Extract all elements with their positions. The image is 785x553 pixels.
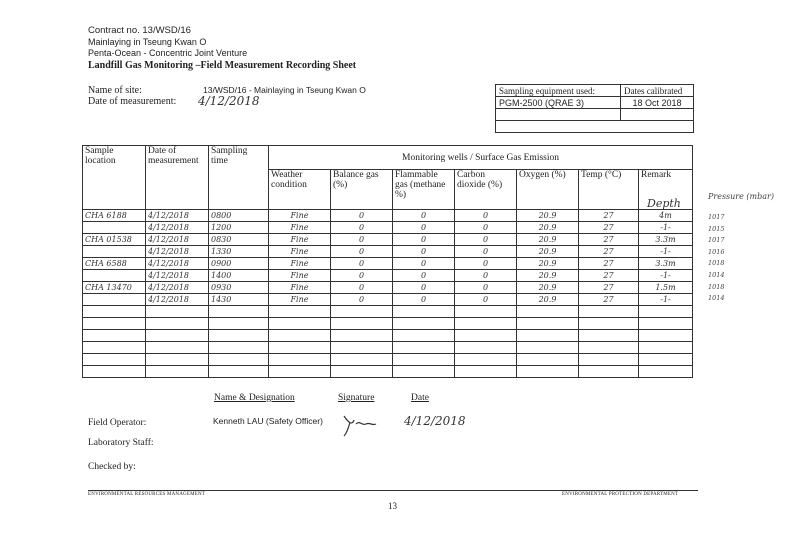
cell-temp — [579, 318, 639, 330]
cell-carbon — [455, 366, 517, 378]
cell-carbon: 0 — [455, 222, 517, 234]
pressure-value: 1015 — [708, 224, 725, 233]
cell-weather — [269, 330, 331, 342]
cell-carbon: 0 — [455, 282, 517, 294]
cell-temp: 27 — [579, 246, 639, 258]
pressure-value: 1014 — [708, 294, 725, 303]
cell-remark: 3.3m — [639, 258, 693, 270]
table-row — [83, 354, 693, 366]
cell-oxygen — [517, 318, 579, 330]
measurement-table — [82, 145, 693, 378]
cell-date: 4/12/2018 — [146, 258, 209, 270]
cell-time — [209, 318, 269, 330]
cell-time — [209, 330, 269, 342]
cell-time — [209, 306, 269, 318]
cell-time: 0930 — [209, 282, 269, 294]
cell-oxygen: 20.9 — [517, 282, 579, 294]
cell-oxygen: 20.9 — [517, 246, 579, 258]
header-date: Date of measurement — [146, 146, 209, 210]
contract-number: Contract no. 13/WSD/16 — [88, 25, 191, 36]
cell-flammable — [393, 318, 455, 330]
header-balance-gas: Balance gas (%) — [331, 170, 393, 210]
table-row — [83, 222, 693, 234]
pressure-value: 1018 — [708, 282, 725, 291]
cell-flammable — [393, 366, 455, 378]
header-oxygen: Oxygen (%) — [517, 170, 579, 210]
cell-location — [83, 222, 146, 234]
cell-flammable: 0 — [393, 258, 455, 270]
cell-location: CHA 6588 — [83, 258, 146, 270]
cell-balance: 0 — [331, 234, 393, 246]
cell-temp: 27 — [579, 294, 639, 306]
cell-oxygen — [517, 306, 579, 318]
field-operator-label: Field Operator: — [88, 418, 147, 428]
cell-weather — [269, 318, 331, 330]
cell-carbon: 0 — [455, 210, 517, 222]
cell-oxygen: 20.9 — [517, 270, 579, 282]
site-name-value: 13/WSD/16 - Mainlaying in Tseung Kwan O — [203, 85, 366, 95]
cell-location — [83, 294, 146, 306]
cell-oxygen — [517, 366, 579, 378]
cell-temp: 27 — [579, 222, 639, 234]
cell-remark: -1- — [639, 294, 693, 306]
cell-temp — [579, 354, 639, 366]
cell-oxygen: 20.9 — [517, 294, 579, 306]
cell-flammable — [393, 306, 455, 318]
cell-location — [83, 306, 146, 318]
field-operator-signature — [340, 408, 380, 438]
cell-flammable: 0 — [393, 222, 455, 234]
cell-flammable: 0 — [393, 210, 455, 222]
table-row — [83, 342, 693, 354]
header-flammable-gas: Flammable gas (methane %) — [393, 170, 455, 210]
cell-date: 4/12/2018 — [146, 270, 209, 282]
cell-location — [83, 342, 146, 354]
cell-weather — [269, 366, 331, 378]
table-row — [83, 270, 693, 282]
cell-remark — [639, 330, 693, 342]
cell-temp: 27 — [579, 234, 639, 246]
cell-remark — [639, 354, 693, 366]
cell-remark: -1- — [639, 246, 693, 258]
cell-remark — [639, 318, 693, 330]
laboratory-staff-label: Laboratory Staff: — [88, 438, 154, 448]
cell-time — [209, 366, 269, 378]
calibration-empty-cell — [621, 109, 694, 121]
cell-time: 1200 — [209, 222, 269, 234]
cell-date — [146, 318, 209, 330]
cell-location — [83, 354, 146, 366]
pressure-value: 1016 — [708, 247, 725, 256]
table-row — [83, 258, 693, 270]
cell-weather — [269, 306, 331, 318]
cell-balance — [331, 306, 393, 318]
cell-oxygen — [517, 330, 579, 342]
cell-carbon: 0 — [455, 294, 517, 306]
cell-weather: Fine — [269, 210, 331, 222]
measurement-date-value: 4/12/2018 — [198, 94, 260, 108]
cell-flammable — [393, 342, 455, 354]
cell-oxygen: 20.9 — [517, 210, 579, 222]
calibration-header: Dates calibrated — [621, 85, 694, 97]
table-row — [83, 366, 693, 378]
equipment-empty-row — [496, 121, 694, 133]
table-row — [83, 306, 693, 318]
cell-flammable: 0 — [393, 294, 455, 306]
footer-divider — [88, 490, 698, 491]
cell-location: CHA 13470 — [83, 282, 146, 294]
signoff-date-header: Date — [411, 393, 429, 403]
cell-weather: Fine — [269, 294, 331, 306]
cell-balance: 0 — [331, 222, 393, 234]
cell-flammable: 0 — [393, 270, 455, 282]
cell-weather: Fine — [269, 234, 331, 246]
cell-weather — [269, 342, 331, 354]
cell-oxygen — [517, 342, 579, 354]
field-operator-date: 4/12/2018 — [404, 414, 466, 428]
pressure-value: 1014 — [708, 271, 725, 279]
cell-balance — [331, 318, 393, 330]
cell-carbon: 0 — [455, 270, 517, 282]
cell-date — [146, 342, 209, 354]
page-title: Landfill Gas Monitoring –Field Measurement Recording Sheet — [88, 60, 357, 71]
equipment-header: Sampling equipment used: — [496, 85, 621, 97]
signoff-signature-header: Signature — [338, 393, 375, 403]
cell-date: 4/12/2018 — [146, 210, 209, 222]
table-row — [83, 282, 693, 294]
cell-date — [146, 306, 209, 318]
cell-time: 1430 — [209, 294, 269, 306]
pressure-value: 1017 — [708, 236, 725, 245]
cell-balance — [331, 330, 393, 342]
table-row — [83, 210, 693, 222]
header-remark-label: Remark — [641, 170, 672, 180]
cell-remark — [639, 306, 693, 318]
checked-by-label: Checked by: — [88, 462, 136, 472]
cell-oxygen: 20.9 — [517, 234, 579, 246]
cell-weather: Fine — [269, 246, 331, 258]
cell-balance: 0 — [331, 294, 393, 306]
cell-date — [146, 330, 209, 342]
cell-carbon — [455, 306, 517, 318]
cell-carbon: 0 — [455, 258, 517, 270]
field-operator-name: Kenneth LAU (Safety Officer) — [213, 416, 323, 426]
site-name-label: Name of site: — [88, 85, 142, 96]
cell-location — [83, 366, 146, 378]
table-row — [83, 330, 693, 342]
project-name: Mainlaying in Tseung Kwan O — [88, 37, 207, 47]
cell-balance: 0 — [331, 246, 393, 258]
cell-location — [83, 246, 146, 258]
cell-location — [83, 330, 146, 342]
header-remark — [639, 170, 693, 210]
equipment-table — [495, 84, 694, 133]
cell-location: CHA 01538 — [83, 234, 146, 246]
pressure-note: Pressure (mbar) — [708, 192, 774, 201]
cell-flammable — [393, 330, 455, 342]
footer-right: ENVIRONMENTAL PROTECTION DEPARTMENT — [562, 492, 679, 497]
cell-time: 0830 — [209, 234, 269, 246]
cell-balance — [331, 342, 393, 354]
cell-temp: 27 — [579, 258, 639, 270]
cell-time: 0800 — [209, 210, 269, 222]
cell-carbon — [455, 330, 517, 342]
cell-remark: 3.3m — [639, 234, 693, 246]
cell-time: 1330 — [209, 246, 269, 258]
cell-weather: Fine — [269, 282, 331, 294]
cell-oxygen — [517, 354, 579, 366]
cell-location — [83, 318, 146, 330]
cell-date: 4/12/2018 — [146, 234, 209, 246]
cell-temp: 27 — [579, 282, 639, 294]
cell-weather — [269, 354, 331, 366]
header-temp: Temp (°C) — [579, 170, 639, 210]
cell-carbon — [455, 318, 517, 330]
header-carbon-dioxide: Carbon dioxide (%) — [455, 170, 517, 210]
cell-remark: 1.5m — [639, 282, 693, 294]
cell-date — [146, 366, 209, 378]
cell-balance: 0 — [331, 270, 393, 282]
cell-location — [83, 270, 146, 282]
cell-balance — [331, 366, 393, 378]
cell-temp — [579, 330, 639, 342]
cell-time: 1400 — [209, 270, 269, 282]
cell-carbon: 0 — [455, 234, 517, 246]
header-weather: Weather condition — [269, 170, 331, 210]
table-row — [83, 234, 693, 246]
cell-balance: 0 — [331, 282, 393, 294]
cell-temp: 27 — [579, 270, 639, 282]
cell-remark: -1- — [639, 222, 693, 234]
cell-remark: -1- — [639, 270, 693, 282]
cell-remark — [639, 342, 693, 354]
header-time: Sampling time — [209, 146, 269, 210]
cell-balance: 0 — [331, 258, 393, 270]
header-sample-location: Sample location — [83, 146, 146, 210]
cell-flammable: 0 — [393, 246, 455, 258]
cell-date: 4/12/2018 — [146, 246, 209, 258]
cell-time — [209, 342, 269, 354]
cell-remark: 4m — [639, 210, 693, 222]
cell-oxygen: 20.9 — [517, 258, 579, 270]
cell-location: CHA 6188 — [83, 210, 146, 222]
cell-time — [209, 354, 269, 366]
pressure-value: 1018 — [708, 259, 725, 268]
cell-date: 4/12/2018 — [146, 282, 209, 294]
cell-flammable — [393, 354, 455, 366]
cell-time: 0900 — [209, 258, 269, 270]
equipment-value: PGM-2500 (QRAE 3) — [496, 97, 621, 109]
table-row — [83, 246, 693, 258]
cell-balance: 0 — [331, 210, 393, 222]
cell-temp — [579, 366, 639, 378]
cell-weather: Fine — [269, 270, 331, 282]
cell-date: 4/12/2018 — [146, 294, 209, 306]
page-number: 13 — [388, 501, 397, 511]
cell-carbon — [455, 354, 517, 366]
cell-temp — [579, 342, 639, 354]
signoff-name-header: Name & Designation — [214, 393, 295, 403]
cell-balance — [331, 354, 393, 366]
footer-left: ENVIRONMENTAL RESOURCES MANAGEMENT — [88, 492, 206, 497]
cell-flammable: 0 — [393, 282, 455, 294]
table-row — [83, 294, 693, 306]
cell-flammable: 0 — [393, 234, 455, 246]
cell-date: 4/12/2018 — [146, 222, 209, 234]
pressure-value: 1017 — [708, 213, 725, 221]
cell-oxygen: 20.9 — [517, 222, 579, 234]
cell-temp — [579, 306, 639, 318]
cell-date — [146, 354, 209, 366]
cell-carbon — [455, 342, 517, 354]
remark-depth-note: Depth — [647, 197, 681, 210]
cell-remark — [639, 366, 693, 378]
table-row — [83, 318, 693, 330]
equipment-empty-cell — [496, 109, 621, 121]
calibration-value: 18 Oct 2018 — [621, 97, 694, 109]
measurement-date-label: Date of measurement: — [88, 96, 177, 107]
header-monitoring-group: Monitoring wells / Surface Gas Emission — [269, 146, 693, 170]
cell-carbon: 0 — [455, 246, 517, 258]
cell-temp: 27 — [579, 210, 639, 222]
cell-weather: Fine — [269, 258, 331, 270]
cell-weather: Fine — [269, 222, 331, 234]
contractor-name: Penta-Ocean - Concentric Joint Venture — [88, 48, 248, 58]
